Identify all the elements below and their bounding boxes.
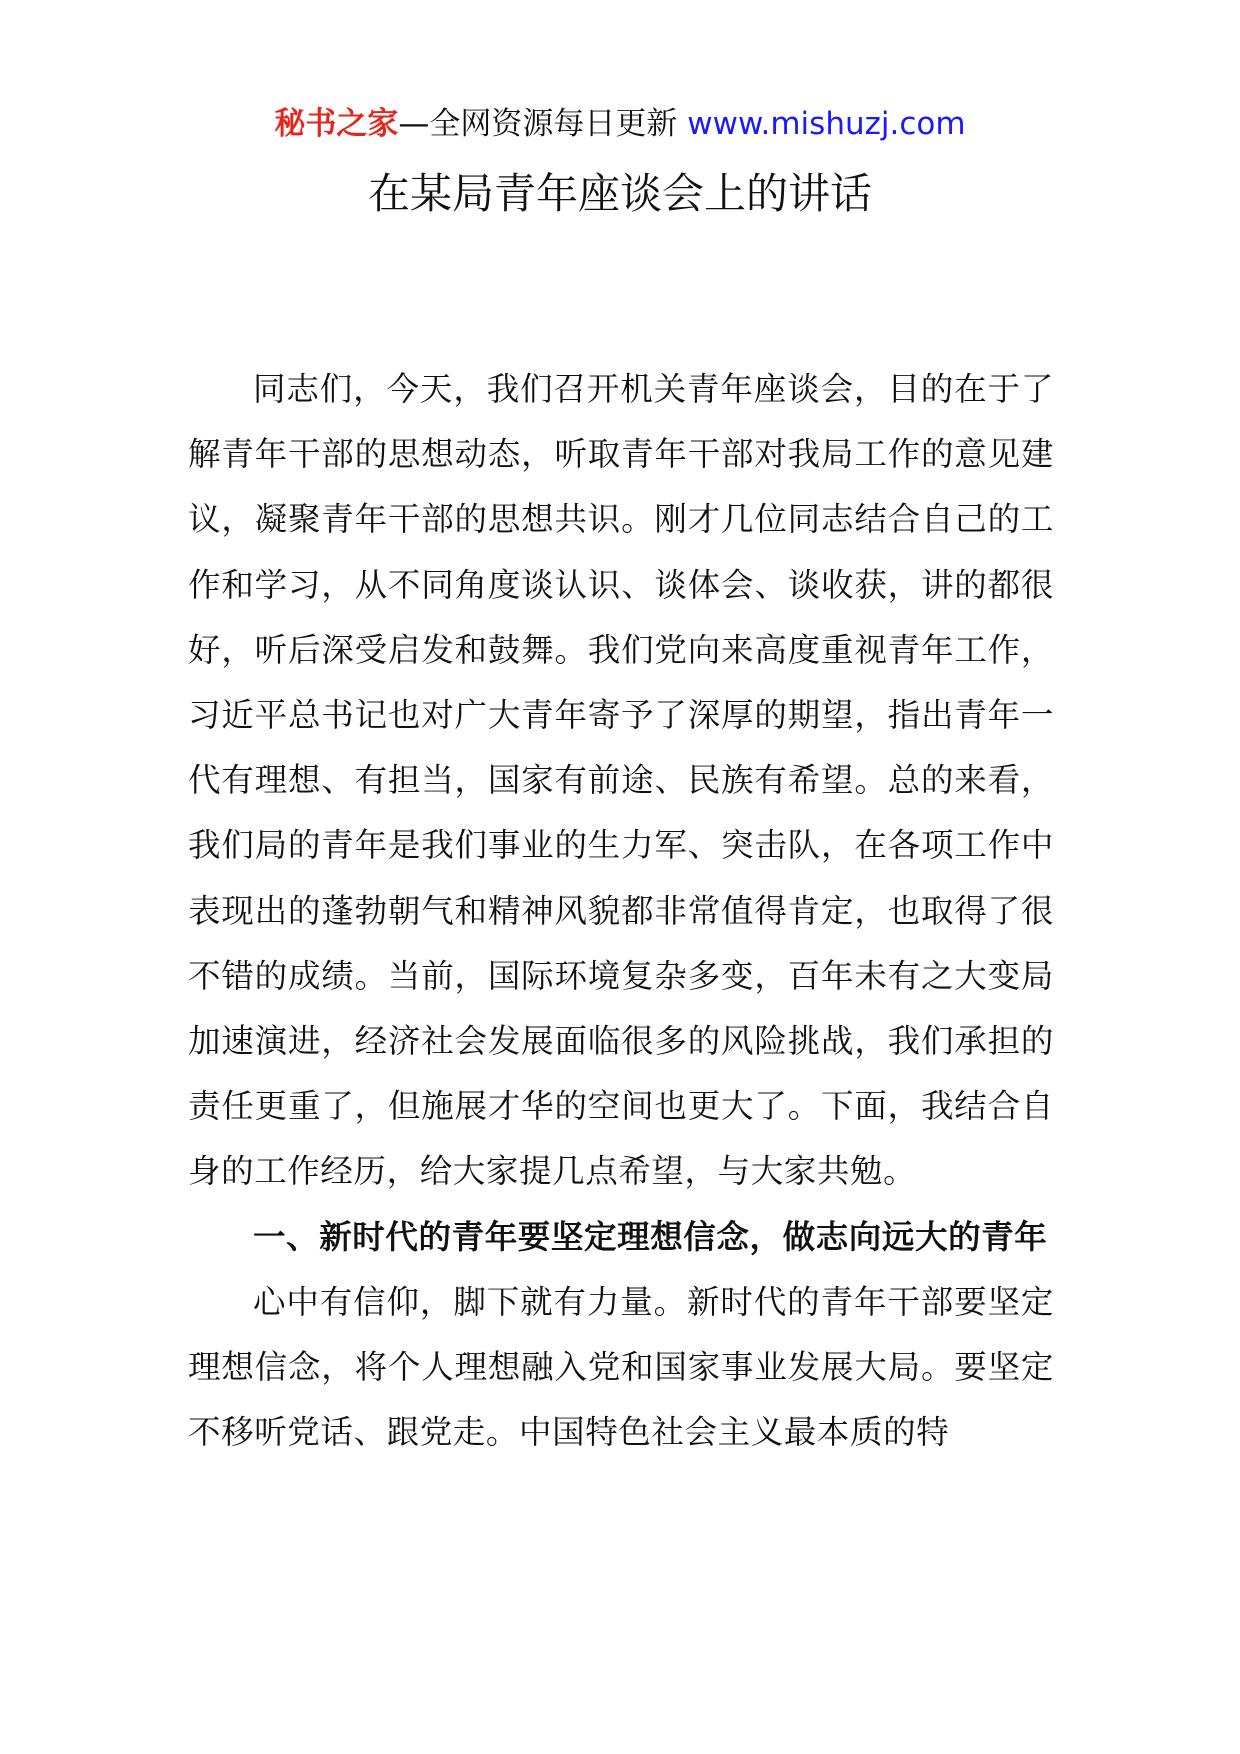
site-url-link[interactable]: www.mishuzj.com xyxy=(687,106,966,142)
site-header xyxy=(0,100,1240,148)
body-paragraph: 心中有信仰，脚下就有力量。新时代的青年干部要坚定理想信念，将个人理想融入党和国家事业发展大局。要坚定不移听党话、跟党走。中国特色社会主义最本质的特 xyxy=(188,1282,1054,1452)
document-title: 在某局青年座谈会上的讲话 xyxy=(367,169,872,218)
brand-name: 秘书之家 xyxy=(274,106,399,142)
section-heading: 一、新时代的青年要坚定理想信念，做志向远大的青年 xyxy=(253,1217,1048,1256)
header-slogan: —全网资源每日更新 xyxy=(398,106,678,142)
body-paragraph: 同志们，今天，我们召开机关青年座谈会，目的在于了解青年干部的思想动态，听取青年干部对我局工作的意见建议，凝聚青年干部的思想共识。刚才几位同志结合自己的工作和学习，从不同角度谈认识、谈体会、谈收获，讲的都很好，听后深受启发和鼓舞。我们党向来高度重视青年工作，习近平总书记也对广大青年寄予了深厚的期望，指出青年一代有理想、有担当，国家有前途、民族有希望。总的来看，我们局的青年是我们事业的生力军、突击队，在各项工作中表现出的蓬勃朝气和精神风貌都非常值得肯定，也取得了很不错的成绩。当前，国际环境复杂多变，百年未有之大变局加速演进，经济社会发展面临很多的风险挑战，我们承担的责任更重了，但施展才华的空间也更大了。下面，我结合自身的工作经历，给大家提几点希望，与大家共勉。 xyxy=(188,370,1054,1191)
document-body xyxy=(188,357,1054,1465)
